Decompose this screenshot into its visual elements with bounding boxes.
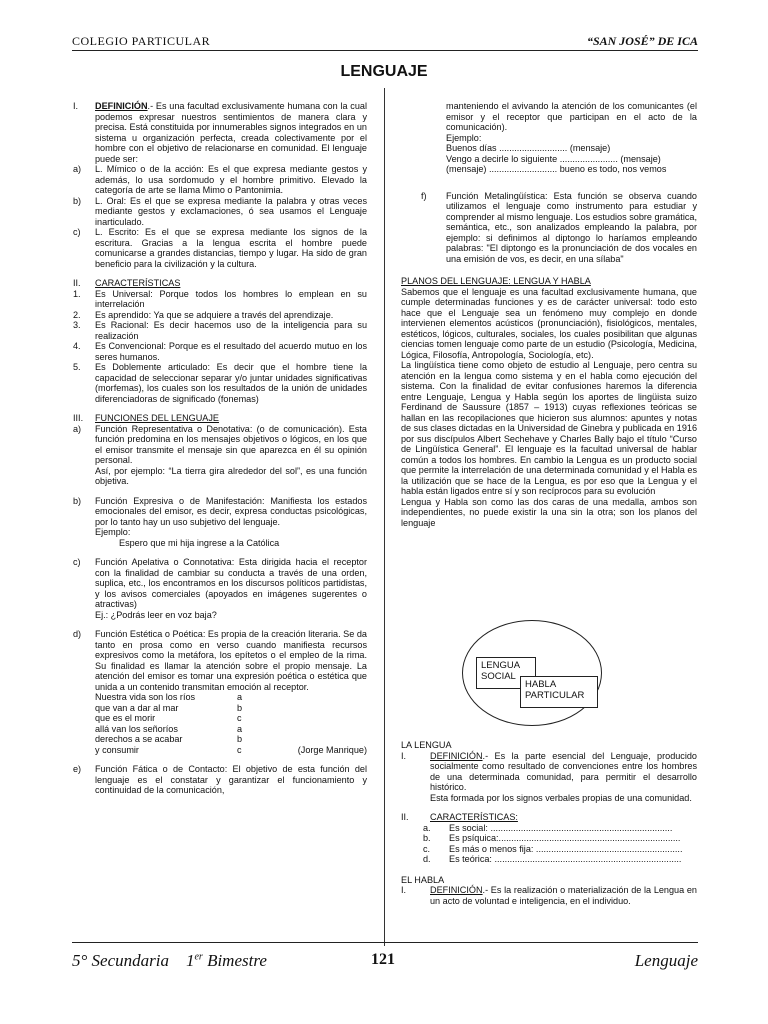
column-divider bbox=[384, 88, 385, 946]
funcion-expresiva: b) Función Expresiva o de Manifestación: Manifiesta los estados emocionales del emisor, es decir, expresa conductas psicológicas, por lo tanto hay un uso subjetivo del lenguaje. Ejemplo: Espero que mi hija ingrese a la Católica bbox=[73, 495, 367, 548]
poem-line: que es el morir c bbox=[95, 713, 242, 723]
list-item: 1. Es Universal: Porque todos los hombres lo emplean en su interrelación bbox=[73, 288, 367, 309]
list-item: a. Es social: ........................................................................ bbox=[423, 822, 673, 833]
fatica-continuation: manteniendo el avivando la atención de los comunicantes (el emisor y el receptor que participan en el acto de la comunicación). Ejemplo: Buenos días ........................... (mensaje) Vengo a decirle lo siguiente ....................... (mensaje) (mensaje) ........................... bueno es todo, nos vemos bbox=[446, 101, 697, 174]
lengua-caracteristicas-list bbox=[401, 823, 697, 865]
list-item: d. Es teórica: .......................................................................... bbox=[423, 854, 682, 864]
page-header bbox=[72, 32, 698, 51]
list-item: b) L. Oral: Es el que se expresa mediante la palabra y otras veces mediante gestos y exclamaciones, ó sea usamos el Lenguaje inarticulado. bbox=[73, 195, 367, 227]
page-title: LENGUAJE bbox=[340, 63, 428, 80]
section-caracteristicas: II. CARACTERÍSTICAS bbox=[73, 278, 181, 288]
section-funciones: III. FUNCIONES DEL LENGUAJE bbox=[73, 413, 219, 423]
list-item: a) L. Mímico o de la acción: Es el que expresa mediante gestos y además, lo usa sordomudo y el hombre primitivo. Elevado la categoría de arte se llama Mimo o Pantonimia. bbox=[73, 164, 367, 195]
funcion-apelativa: c) Función Apelativa o Connotativa: Esta dirigida hacia el receptor con la finalidad de cambiar su conducta a través de una orden, suplica, etc., los encontramos en los discursos políticos partidistas, y los avisos comerciales (apoyados en imágenes sugerentes o atractivas) Ej.: ¿Podrás leer en voz baja? bbox=[73, 557, 367, 620]
page-number: 121 bbox=[371, 951, 395, 968]
list-item: 4. Es Convencional: Porque es el resultado del acuerdo mutuo en los seres humanos. bbox=[73, 341, 367, 362]
footer-grade: 5° Secundaria 1er Bimestre bbox=[72, 951, 267, 970]
list-item: 3. Es Racional: Es decir hacemos uso de la inteligencia para su realización bbox=[73, 320, 367, 341]
definicion-label: DEFINICIÓN bbox=[95, 101, 148, 111]
right-column: manteniendo el avivando la atención de los comunicantes (el emisor y el receptor que participan en el acto de la comunicación). Ejemplo: Buenos días ........................... (mensaje) Vengo a decirle lo siguiente ....................... (mensaje) (mensaje) ........................... bueno es todo, nos vemos f) Función Metalingüística: Esta función se observa cuando utilizamos el lenguaje como instrumento para estudiar y comprender al mismo lenguaje. Los estudios sobre gramática, semántica, etc., son analizados empleando la palabra, por ejemplo: si definimos al diptongo lo haríamos empleando palabras: "El diptongo es la pronunciación de dos vocales en una emisión de vos, es decir, en una sílaba" PLANOS DEL LENGUAJE: LENGUA Y HABLA Sabemos que el lenguaje es una facultad exclusivamente humana, que cumple determinadas funciones y es de carácter universal: todo esto hace que el Lenguaje sea un fenómeno muy complejo en donde intervienen elementos acústicos (pronunciación), fisiológicos, mentales, estéticos, lógicos, culturales, sociales, los cuales posibilitan que algunas ciencias tomen lenguaje como parte de un estudio (Psicología, Medicina, Lógica, Filosofía, Antropología, Sociología, etc). La lingüística tiene como objeto de estudio al Lenguaje, pero centra su atención en la lengua como sistema y en el habla como ejecución del sistema. Con la finalidad de evitar confusiones haremos la diferencia entre Lenguaje, Lengua y Habla según los aportes de lingüista suizo Ferdinand de Saussure (1857 – 1913) cuyas reflexiones teóricas se hallan en las recopilaciones que hicieron sus alumnos: apuntes y notas de sus clases dictadas en la Universidad de Ginebra y publicada en 1916 por sus discípulos Albert Sechehave y Charles Bally bajo el título “Curso de Lingüística General”. El lenguaje es la facultad universal de hablar común a todos los hombres. En cambio la Lengua es un producto social que permite la interrelación de una determinada comunidad y el Habla es la utilización que se hace de la Lengua, es por eso que la Lengua y el habla están ligados entre sí y son recíprocos para su evolución Lengua y Habla son como las dos caras de una medalla, ambos son independientes, no puede existir la una sin la otra; son los planos del lenguaje bbox=[401, 101, 697, 528]
poem-line: derechos a se acabar b bbox=[95, 734, 243, 744]
page-footer bbox=[72, 942, 698, 973]
lengua-caracteristicas: II. CARACTERÍSTICAS: bbox=[401, 812, 518, 822]
habla-particular-box: HABLA PARTICULAR bbox=[520, 676, 598, 708]
lenguaje-types-list bbox=[73, 164, 367, 269]
poem-line: y consumir c (Jorge Manrique) bbox=[95, 744, 367, 755]
funcion-metalinguistica: f) Función Metalingüística: Esta función se observa cuando utilizamos el lenguaje como instrumento para estudiar y comprender al mismo lenguaje. Los estudios sobre gramática, semántica, etc., son analizados empleando la palabra, por ejemplo: si definimos al diptongo lo haríamos empleando palabras: "El diptongo es la pronunciación de dos vocales en una emisión de vos, es decir, en una sílaba" bbox=[421, 190, 697, 264]
poem-line: Nuestra vida son los ríos a bbox=[95, 692, 243, 702]
lengua-social-box: LENGUA SOCIAL bbox=[476, 657, 536, 689]
footer-subject: Lenguaje bbox=[634, 951, 698, 970]
poem-line: que van a dar al mar b bbox=[95, 702, 243, 713]
list-item: 2. Es aprendido: Ya que se adquiere a través del aprendizaje. bbox=[73, 309, 334, 320]
funcion-estetica: d) Función Estética o Poética: Es propia de la creación literaria. Se da tanto en prosa como en verso cuando manifiesta recursos expresivos como la metáfora, los epítetos o el empleo de la rima. Su finalidad es llamar la atención sobre el propio mensaje. La atención del emisor es tomar una expresión poética o estética que unida a un contenido transmitan emoción al receptor. Nuestra vida son los ríos a que van a dar al mar b que es el morir c allá van los señoríos a derechos a se acabar b y consumir c (Jorge Manrique) bbox=[73, 629, 367, 755]
school-name: “SAN JOSÉ” DE ICA bbox=[586, 34, 698, 48]
school-label: COLEGIO PARTICULAR bbox=[72, 34, 211, 48]
list-item: c) L. Escrito: Es el que se expresa mediante los signos de la escritura. Gracias a la lengua escrita el hombre puede comunicarse a grandes distancias, tiempo y lugar. Ha sido de gran beneficio para la civilización y la cultura. bbox=[73, 227, 367, 269]
funcion-fatica: e) Función Fática o de Contacto: El objetivo de esta función del lenguaje es el constatar y garantizar el funcionamiento y continuidad de la comunicación, bbox=[73, 764, 367, 795]
lengua-title: LA LENGUA bbox=[401, 740, 452, 750]
caracteristicas-list bbox=[73, 289, 367, 405]
lengua-section bbox=[401, 740, 697, 906]
habla-title: EL HABLA bbox=[401, 874, 445, 885]
left-column bbox=[73, 101, 367, 796]
lengua-habla-diagram bbox=[462, 620, 602, 726]
planos-title: PLANOS DEL LENGUAJE: LENGUA Y HABLA bbox=[401, 276, 591, 286]
list-item: 5. Es Doblemente articulado: Es decir que el hombre tiene la capacidad de seleccionar separar y/o juntar unidades significativas (morfemas), los cuales son los resultados de la unión de unidades diferenciadoras de significado (fonemas) bbox=[73, 362, 367, 404]
list-item: c. Es más o menos fija: .......................................................... bbox=[423, 843, 683, 854]
poem-line: allá van los señoríos a bbox=[95, 723, 243, 734]
list-item: b. Es psíquica:........................................................................ bbox=[423, 833, 681, 843]
funcion-representativa: a) Función Representativa o Denotativa: (o de comunicación). Esta función predomina en los mensajes objetivos o lógicos, en los que el emisor transmite el mensaje sin que aparezca en él su opinión personal. Así, por ejemplo: “La tierra gira alrededor del sol”, es una función objetiva. bbox=[73, 423, 367, 486]
lengua-definicion: I. DEFINICIÓN.- Es la parte esencial del Lenguaje, producido socialmente como resultado de convenciones entre los hombres de una determinada comunidad, para permitir el desarrollo histórico. Esta formada por los signos verbales propias de una comunidad. bbox=[401, 750, 697, 803]
habla-definicion: I. DEFINICIÓN.- Es la realización o materialización de la Lengua en un acto de voluntad e inteligencia, en el individuo. bbox=[401, 885, 697, 906]
section-definicion: I. DEFINICIÓN.- Es una facultad exclusivamente humana con la cual podemos expresar nuestros sentimientos de manera clara y precisa. Está constituida por innumerables signos integrados en un sistema u organización perfecta, creada colectivamente por el hombre con el objetivo de relacionarse en comunidad. El lenguaje puede ser: bbox=[73, 101, 367, 164]
